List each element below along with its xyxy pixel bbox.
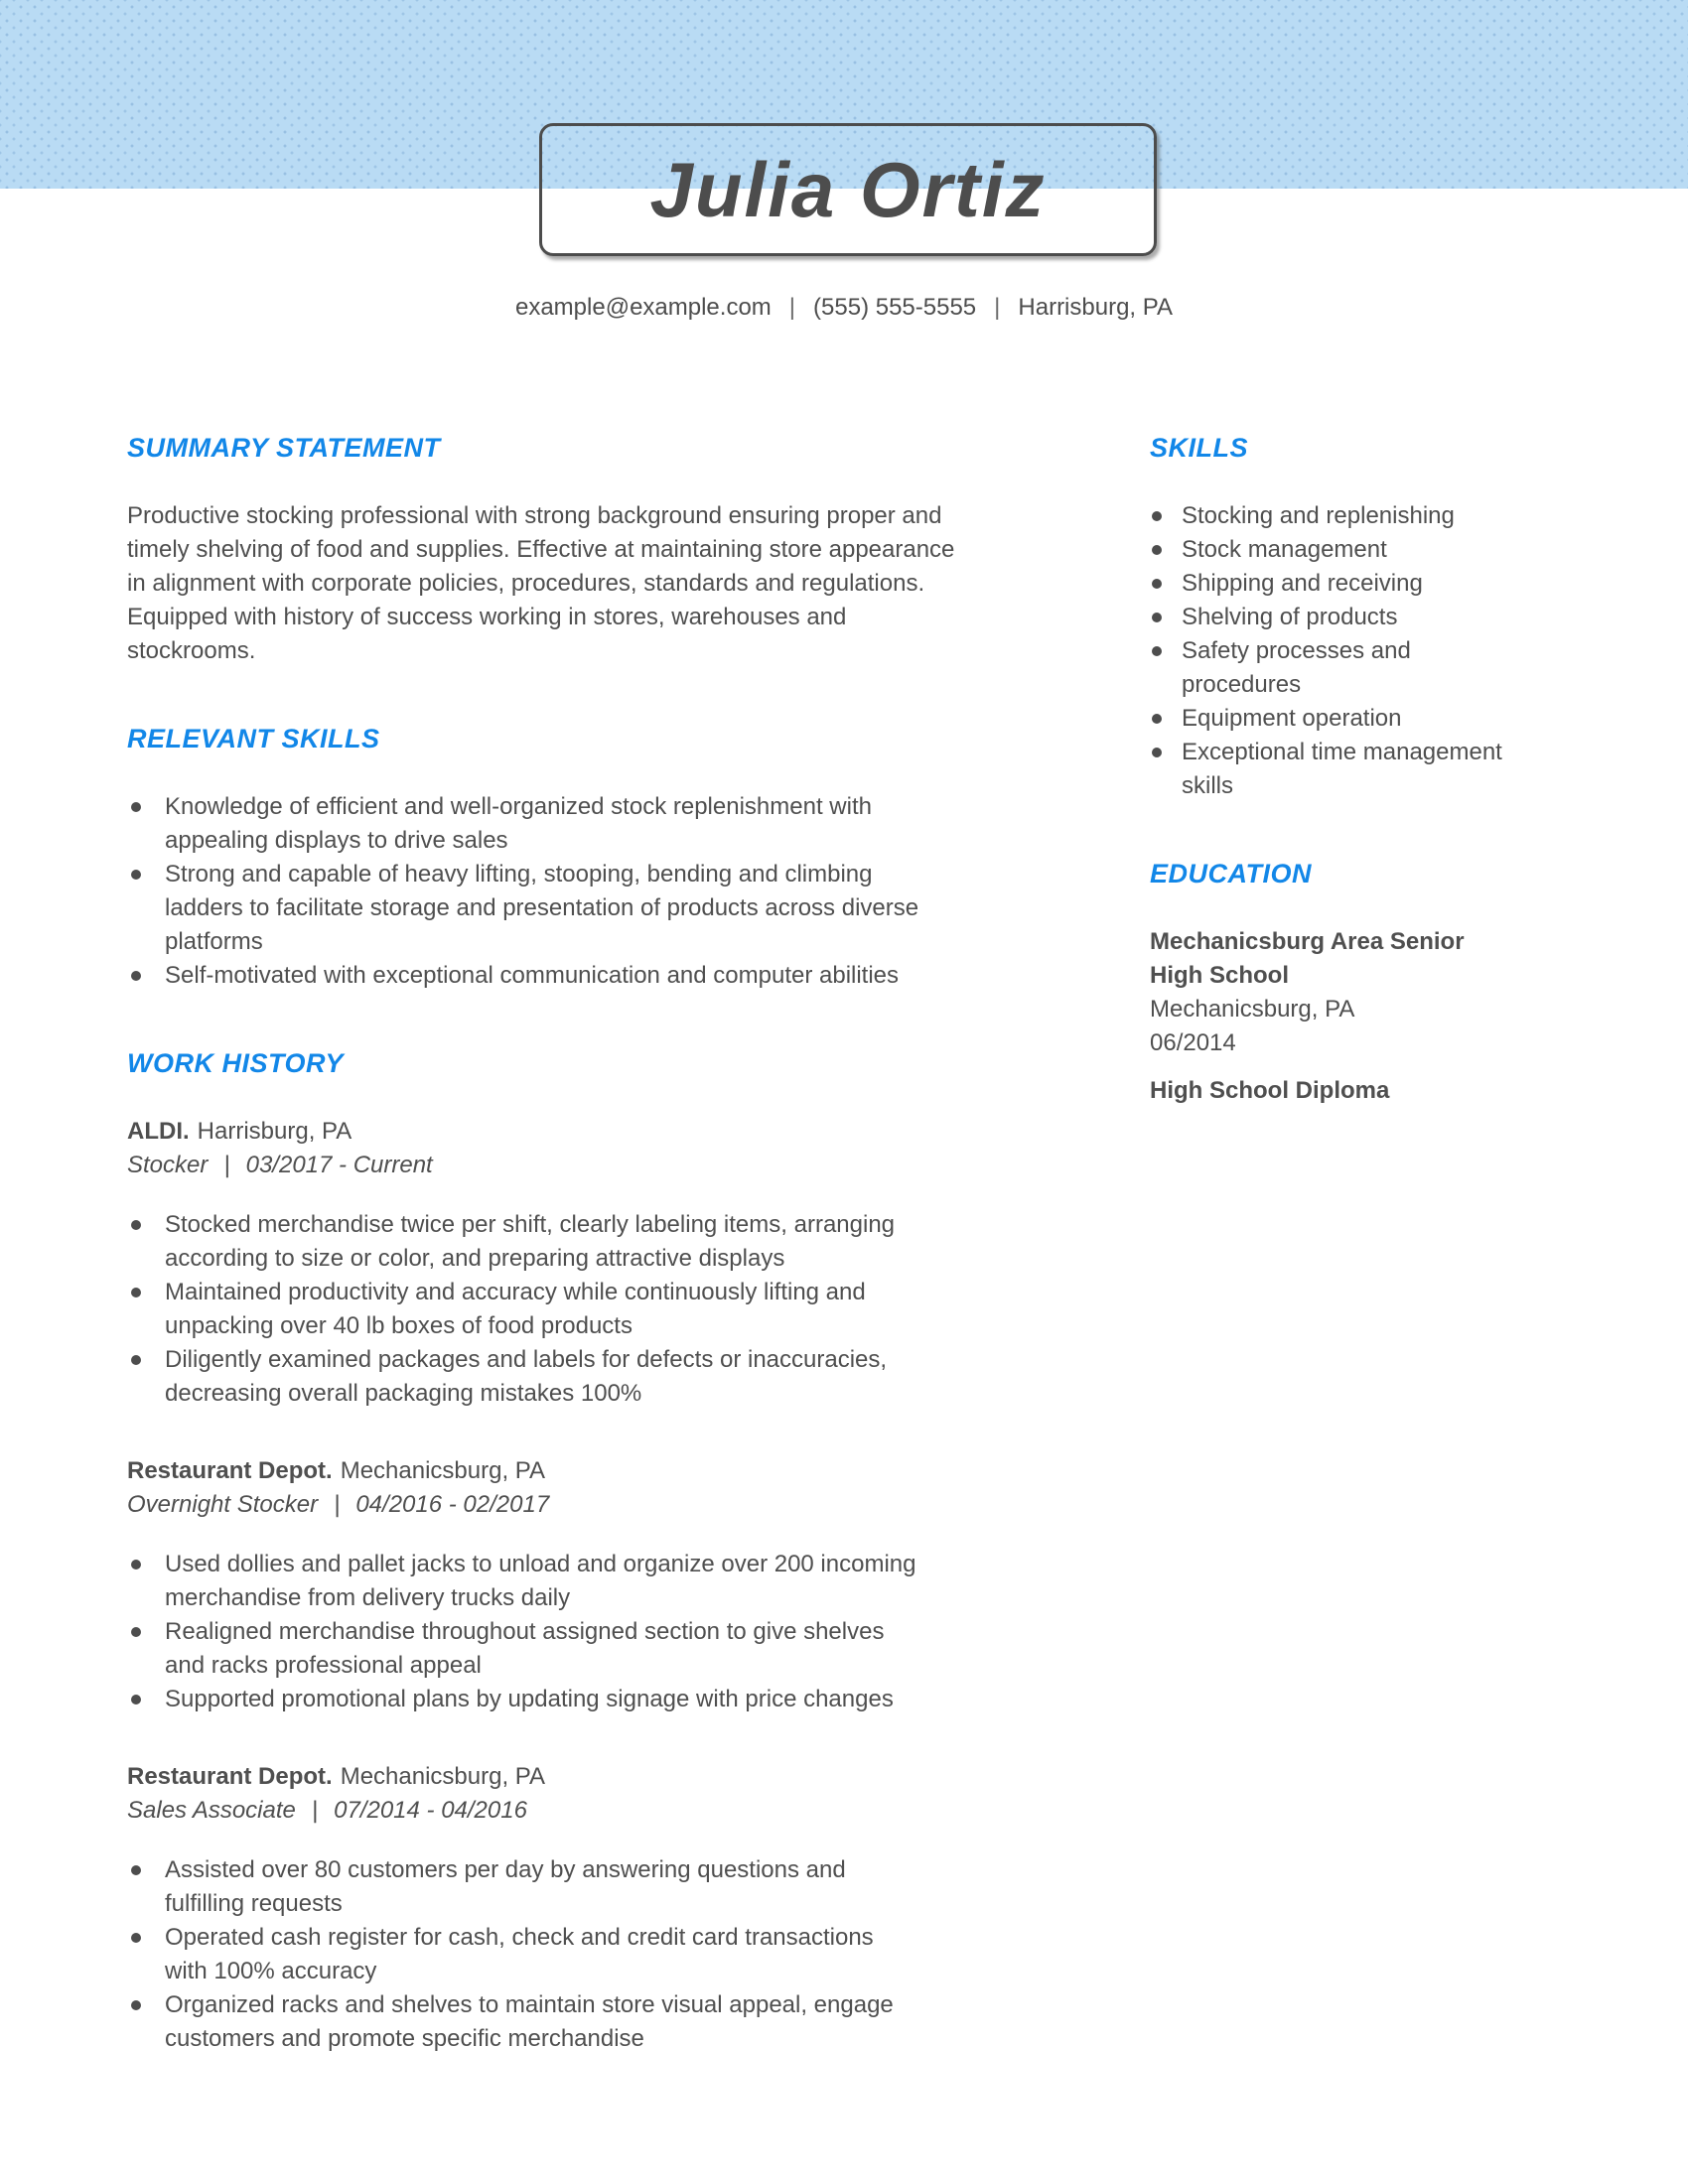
bullet-dot-icon [131, 870, 141, 880]
list-item [1150, 567, 1507, 601]
company-name: Restaurant Depot. [127, 1457, 333, 1484]
left-column [127, 433, 961, 2112]
list-item-text: Assisted over 80 customers per day by answering questions and fulfilling requests [165, 1856, 846, 1917]
list-item [127, 1343, 961, 1411]
list-item-text: Stocking and replenishing [1182, 502, 1455, 529]
list-item-text: Operated cash register for cash, check and credit card transactions with 100% accuracy [165, 1924, 874, 1984]
list-item [127, 1853, 961, 1921]
school-name: Mechanicsburg Area Senior High School [1150, 928, 1465, 989]
bullet-dot-icon [131, 2000, 141, 2010]
bullet-dot-icon [131, 1695, 141, 1705]
bullet-dot-icon [1152, 511, 1162, 521]
title-date-separator: | [223, 1152, 230, 1178]
work-history-section [127, 1048, 961, 2056]
contact-line [0, 294, 1688, 322]
bullet-dot-icon [1152, 613, 1162, 622]
resume-body [127, 433, 1507, 2112]
job-company-line [127, 1454, 961, 1488]
graduation-date: 06/2014 [1150, 1029, 1236, 1056]
list-item-text: Knowledge of efficient and well-organized stock replenishment with appealing displays to drive sales [165, 793, 872, 854]
bullet-dot-icon [1152, 579, 1162, 589]
list-item [127, 1276, 961, 1343]
job-bullet-list [127, 1208, 961, 1411]
list-item-text: Safety processes and procedures [1182, 637, 1411, 698]
summary-section [127, 433, 961, 668]
list-item [1150, 499, 1507, 533]
list-item-text: Organized racks and shelves to maintain store visual appeal, engage customers and promote specific merchandise [165, 1991, 894, 2052]
bullet-dot-icon [131, 1933, 141, 1943]
list-item [127, 959, 961, 993]
bullet-dot-icon [131, 1355, 141, 1365]
list-item-text: Exceptional time management skills [1182, 739, 1502, 799]
list-item-text: Self-motivated with exceptional communication and computer abilities [165, 962, 900, 989]
skills-list [1150, 499, 1507, 803]
bullet-dot-icon [1152, 748, 1162, 757]
section-heading-work-history: WORK HISTORY [127, 1048, 345, 1078]
job-dates: 03/2017 - Current [245, 1152, 433, 1178]
list-item [127, 1921, 961, 1988]
job-title-line [127, 1794, 961, 1828]
summary-text: Productive stocking professional with strong background ensuring proper and timely shelving of food and supplies. Effective at maintaining store appearance in alignment with corporate policies, procedures, standards and regulations. Equipped with history of success working in stores, warehouses and stockrooms. [127, 502, 955, 664]
contact-separator: | [994, 294, 1001, 321]
list-item-text: Equipment operation [1182, 705, 1402, 732]
bullet-dot-icon [1152, 714, 1162, 724]
degree-name: High School Diploma [1150, 1077, 1390, 1104]
title-date-separator: | [311, 1797, 319, 1824]
title-date-separator: | [334, 1491, 341, 1518]
contact-separator: | [788, 294, 796, 321]
contact-email: example@example.com [514, 294, 772, 321]
list-item [1150, 702, 1507, 736]
job-company-line [127, 1115, 961, 1149]
bullet-dot-icon [131, 1288, 141, 1297]
list-item-text: Supported promotional plans by updating signage with price changes [165, 1686, 894, 1712]
list-item [127, 1988, 961, 2056]
job-company-line [127, 1760, 961, 1794]
bullet-dot-icon [131, 1220, 141, 1230]
job-bullet-list [127, 1548, 961, 1716]
right-column [1150, 433, 1507, 2112]
section-heading-education: EDUCATION [1150, 859, 1312, 888]
list-item-text: Stock management [1182, 536, 1387, 563]
list-item [1150, 533, 1507, 567]
job-location: Harrisburg, PA [197, 1118, 352, 1145]
job-location: Mechanicsburg, PA [340, 1457, 546, 1484]
job-dates: 07/2014 - 04/2016 [334, 1797, 527, 1824]
bullet-dot-icon [131, 1560, 141, 1570]
job-title: Stocker [127, 1152, 209, 1178]
company-name: Restaurant Depot. [127, 1763, 333, 1790]
list-item [1150, 601, 1507, 634]
bullet-dot-icon [131, 1627, 141, 1637]
list-item [1150, 736, 1507, 803]
list-item-text: Shipping and receiving [1182, 570, 1423, 597]
bullet-dot-icon [131, 971, 141, 981]
list-item-text: Maintained productivity and accuracy while continuously lifting and unpacking over 40 lb boxes of food products [165, 1279, 866, 1339]
bullet-dot-icon [131, 802, 141, 812]
list-item [127, 1615, 961, 1683]
job-entry [127, 1760, 961, 2056]
job-title: Overnight Stocker [127, 1491, 319, 1518]
education-section [1150, 859, 1507, 1108]
list-item-text: Used dollies and pallet jacks to unload and organize over 200 incoming merchandise from delivery trucks daily [165, 1551, 916, 1611]
list-item [127, 1548, 961, 1615]
school-location: Mechanicsburg, PA [1150, 996, 1355, 1023]
list-item [127, 858, 961, 959]
contact-location: Harrisburg, PA [1018, 294, 1173, 321]
bullet-dot-icon [1152, 646, 1162, 656]
list-item-text: Shelving of products [1182, 604, 1398, 630]
section-heading-summary: SUMMARY STATEMENT [127, 433, 441, 463]
job-title-line [127, 1149, 961, 1182]
contact-phone: (555) 555-5555 [813, 294, 977, 321]
job-entry [127, 1454, 961, 1716]
job-dates: 04/2016 - 02/2017 [355, 1491, 550, 1518]
list-item [1150, 634, 1507, 702]
person-name: Julia Ortiz [649, 145, 1047, 233]
list-item-text: Strong and capable of heavy lifting, stooping, bending and climbing ladders to facilitate storage and presentation of products across diverse platforms [165, 861, 919, 955]
bullet-dot-icon [131, 1865, 141, 1875]
section-heading-skills: SKILLS [1150, 433, 1249, 463]
job-bullet-list [127, 1853, 961, 2056]
bullet-dot-icon [1152, 545, 1162, 555]
name-box [539, 123, 1157, 256]
relevant-skills-list [127, 790, 961, 993]
list-item [127, 790, 961, 858]
list-item [127, 1208, 961, 1276]
job-entry [127, 1115, 961, 1411]
list-item [127, 1683, 961, 1716]
job-title: Sales Associate [127, 1797, 296, 1824]
skills-section [1150, 433, 1507, 803]
job-location: Mechanicsburg, PA [340, 1763, 546, 1790]
list-item-text: Realigned merchandise throughout assigned section to give shelves and racks professional appeal [165, 1618, 885, 1679]
relevant-skills-section [127, 724, 961, 993]
section-heading-relevant-skills: RELEVANT SKILLS [127, 724, 380, 753]
list-item-text: Stocked merchandise twice per shift, clearly labeling items, arranging according to size or color, and preparing attractive displays [165, 1211, 896, 1272]
company-name: ALDI. [127, 1118, 190, 1145]
job-title-line [127, 1488, 961, 1522]
list-item-text: Diligently examined packages and labels for defects or inaccuracies, decreasing overall packaging mistakes 100% [165, 1346, 888, 1407]
